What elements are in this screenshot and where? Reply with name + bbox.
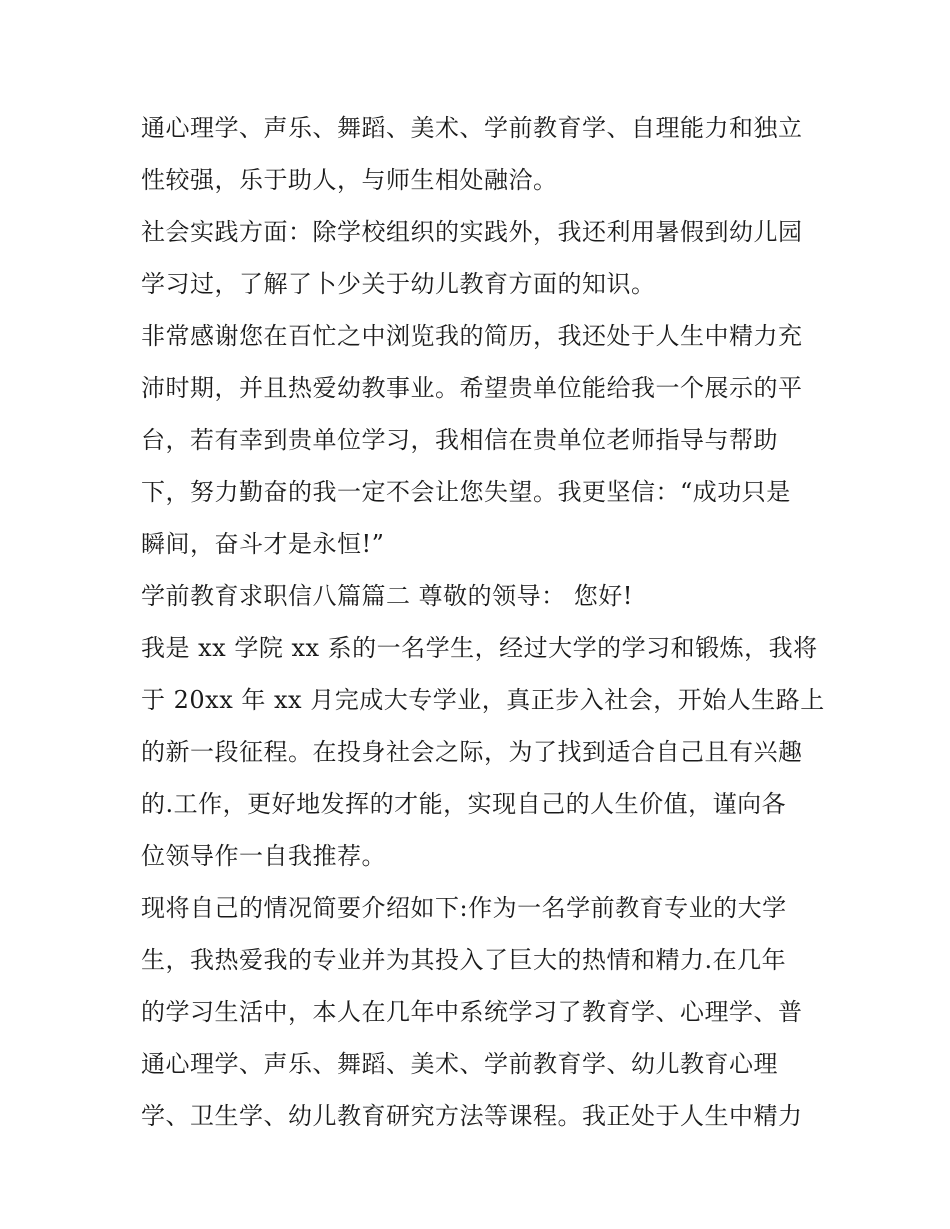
text-line: 通心理学、声乐、舞蹈、美术、学前教育学、自理能力和独立 — [141, 114, 803, 142]
text-line: 学、卫生学、幼儿教育研究方法等课程。我正处于人生中精力 — [141, 1102, 803, 1130]
text-line: 下，努力勤奋的我一定不会让您失望。我更坚信：“成功只是 — [141, 478, 791, 506]
text-line: 通心理学、声乐、舞蹈、美术、学前教育学、幼儿教育心理 — [141, 1050, 778, 1078]
text-line: 非常感谢您在百忙之中浏览我的简历，我还处于人生中精力充 — [141, 322, 803, 350]
text-line: 的新一段征程。在投身社会之际，为了找到适合自己且有兴趣 — [141, 738, 803, 766]
text-line: 的学习生活中，本人在几年中系统学习了教育学、心理学、普 — [141, 998, 803, 1026]
text-line: 生，我热爱我的专业并为其投入了巨大的热情和精力.在几年 — [141, 946, 787, 974]
text-line: 社会实践方面：除学校组织的实践外，我还利用暑假到幼儿园 — [141, 218, 803, 246]
text-line: 位领导作一自我推荐。 — [141, 842, 386, 870]
text-line: 学习过，了解了卜少关于幼儿教育方面的知识。 — [141, 270, 656, 298]
text-line: 我是 xx 学院 xx 系的一名学生，经过大学的学习和锻炼，我将 — [141, 634, 818, 662]
section-heading: 学前教育求职信八篇篇二 尊敬的领导： 您好! — [141, 582, 633, 610]
text-line: 性较强，乐于助人，与师生相处融洽。 — [141, 166, 558, 194]
text-line: 沛时期，并且热爱幼教事业。希望贵单位能给我一个展示的平 — [141, 374, 803, 402]
text-line: 瞬间，奋斗才是永恒!” — [141, 530, 385, 558]
text-line: 的.工作，更好地发挥的才能，实现自己的人生价值，谨向各 — [141, 790, 787, 818]
text-line: 现将自己的情况简要介绍如下:作为一名学前教育专业的大学 — [141, 894, 787, 922]
text-line: 台，若有幸到贵单位学习，我相信在贵单位老师指导与帮助 — [141, 426, 778, 454]
text-line: 于 20xx 年 xx 月完成大专学业，真正步入社会，开始人生路上 — [141, 686, 825, 714]
